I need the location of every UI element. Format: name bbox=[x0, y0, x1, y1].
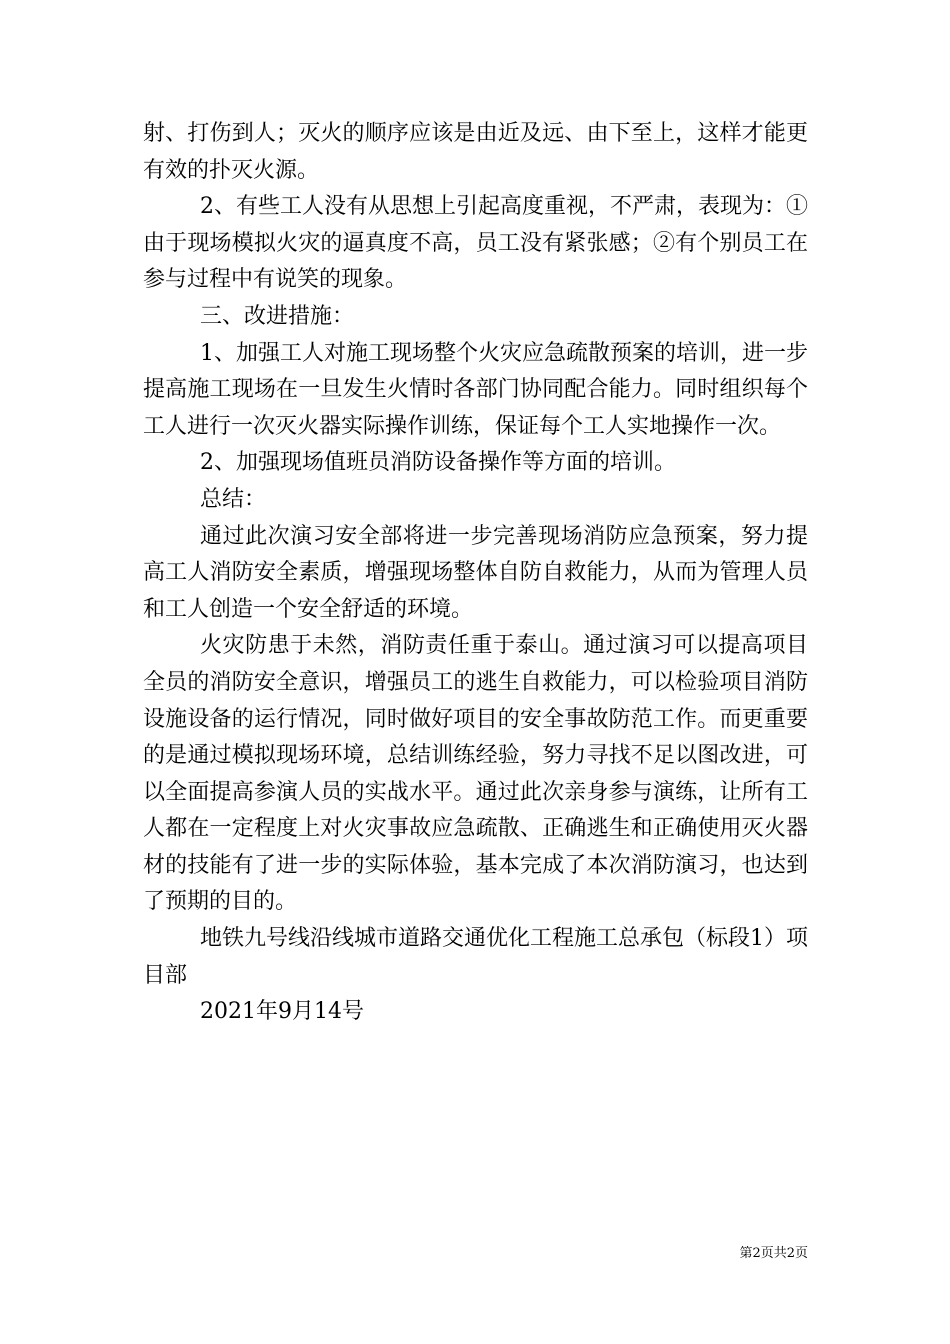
paragraph-7: 通过此次演习安全部将进一步完善现场消防应急预案，努力提高工人消防安全素质，增强现场整体自防自救能力，从而为管理人员和工人创造一个安全舒适的环境。 bbox=[143, 523, 808, 622]
paragraph-2: 2、有些工人没有从思想上引起高度重视，不严肃，表现为：①由于现场模拟火灾的逼真度不高，员工没有紧张感；②有个别员工在参与过程中有说笑的现象。 bbox=[143, 194, 808, 293]
paragraph-8: 火灾防患于未然，消防责任重于泰山。通过演习可以提高项目全员的消防安全意识，增强员工的逃生自救能力，可以检验项目消防设施设备的运行情况，同时做好项目的安全事故防范工作。而更重要的是通过模拟现场环境，总结训练经验，努力寻找不足以图改进，可以全面提高参演人员的实战水平。通过此次亲身参与演练，让所有工人都在一定程度上对火灾事故应急疏散、正确逃生和正确使用灭火器材的技能有了进一步的实际体验，基本完成了本次消防演习，也达到了预期的目的。 bbox=[143, 633, 808, 915]
section-heading-improvements: 三、改进措施： bbox=[200, 303, 355, 329]
signature-organization: 地铁九号线沿线城市道路交通优化工程施工总承包（标段1）项目部 bbox=[143, 926, 808, 988]
page-number: 第2页共2页 bbox=[739, 1246, 808, 1261]
paragraph-1: 射、打伤到人；灭火的顺序应该是由近及远、由下至上，这样才能更有效的扑灭火源。 bbox=[143, 121, 808, 183]
signature-date: 2021年9月14号 bbox=[200, 999, 364, 1025]
paragraph-5: 2、加强现场值班员消防设备操作等方面的培训。 bbox=[200, 450, 676, 476]
section-heading-summary: 总结： bbox=[200, 486, 267, 512]
document-body bbox=[143, 116, 808, 1031]
paragraph-4: 1、加强工人对施工现场整个火灾应急疏散预案的培训，进一步提高施工现场在一旦发生火情时各部门协同配合能力。同时组织每个工人进行一次灭火器实际操作训练，保证每个工人实地操作一次。 bbox=[143, 340, 808, 439]
